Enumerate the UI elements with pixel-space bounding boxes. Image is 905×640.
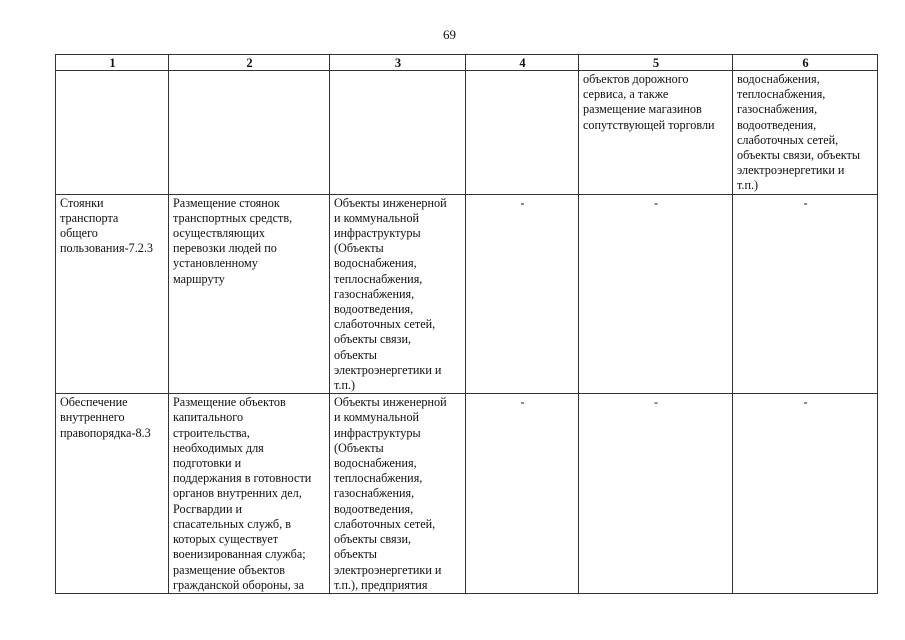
table-cell: - [733, 394, 878, 594]
table-cell: - [733, 194, 878, 394]
table-cell [169, 71, 330, 195]
zoning-table [55, 54, 878, 594]
table-cell: - [466, 194, 579, 394]
table-cell: Объекты инженерной и коммунальной инфраструктуры (Объекты водоснабжения, теплоснабжения, газоснабжения, водоотведения, слаботочных сетей, объекты связи, объекты электроэнергетики и т.п.) [330, 194, 466, 394]
table-cell: водоснабжения, теплоснабжения, газоснабжения, водоотведения, слаботочных сетей, объекты связи, объекты электроэнергетики и т.п.) [733, 71, 878, 195]
table-cell [56, 71, 169, 195]
column-header: 1 [56, 55, 169, 71]
table-cell [466, 71, 579, 195]
table-row [56, 194, 878, 394]
table-cell: - [466, 394, 579, 594]
table-cell: Объекты инженерной и коммунальной инфраструктуры (Объекты водоснабжения, теплоснабжения, газоснабжения, водоотведения, слаботочных сетей, объекты связи, объекты электроэнергетики и т.п.), предприятия [330, 394, 466, 594]
column-header: 4 [466, 55, 579, 71]
table-cell: Размещение стоянок транспортных средств, осуществляющих перевозки людей по установленному маршруту [169, 194, 330, 394]
column-header: 6 [733, 55, 878, 71]
table-cell: Стоянки транспорта общего пользования-7.2.3 [56, 194, 169, 394]
table-cell: - [579, 194, 733, 394]
table-row [56, 394, 878, 594]
column-header: 3 [330, 55, 466, 71]
table-cell: объектов дорожного сервиса, а также размещение магазинов сопутствующей торговли [579, 71, 733, 195]
table-row [56, 71, 878, 195]
page-number: 69 [443, 27, 456, 42]
table-cell: - [579, 394, 733, 594]
column-header: 2 [169, 55, 330, 71]
table-cell: Размещение объектов капитального строительства, необходимых для подготовки и поддержания в готовности органов внутренних дел, Росгвардии и спасательных служб, в которых существует военизированная служба; размещение объектов гражданской обороны, за [169, 394, 330, 594]
table-cell [330, 71, 466, 195]
table-cell: Обеспечение внутреннего правопорядка-8.3 [56, 394, 169, 594]
table-header-row [56, 55, 878, 71]
column-header: 5 [579, 55, 733, 71]
